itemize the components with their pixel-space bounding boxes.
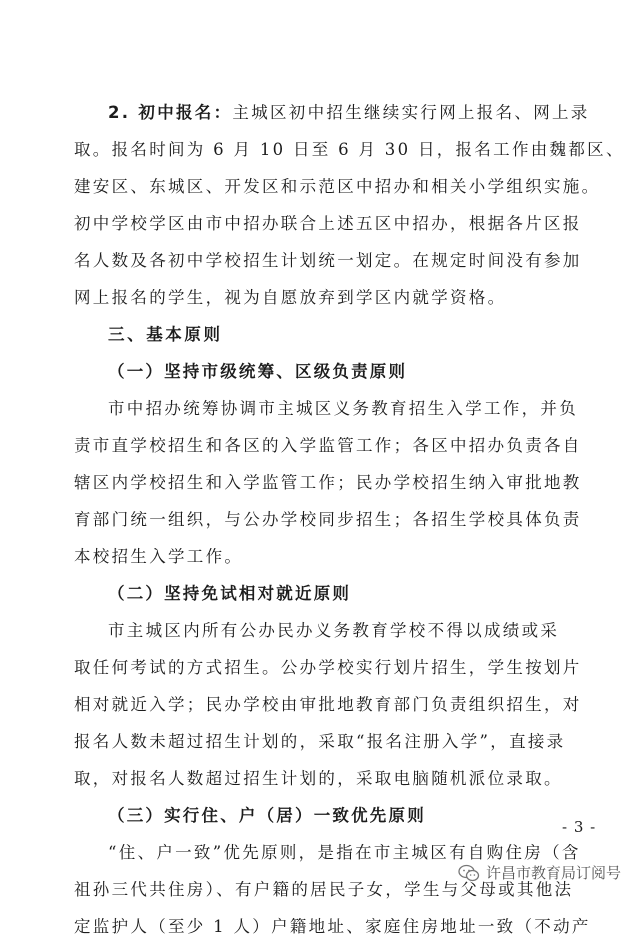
paragraph-line: 本校招生入学工作。	[74, 547, 244, 566]
section-heading: 三、基本原则	[108, 325, 223, 344]
paragraph-line: 育部门统一组织，与公办学校同步招生；各招生学校具体负责	[74, 510, 582, 529]
paragraph-line: 名人数及各初中学校招生计划统一划定。在规定时间没有参加	[74, 251, 582, 270]
paragraph-line: 祖孙三代共住房）、有户籍的居民子女，学生与父母或其他法	[74, 880, 574, 899]
paragraph-line: 网上报名的学生，视为自愿放弃到学区内就学资格。	[74, 288, 507, 307]
subsection-heading: （三）实行住、户（居）一致优先原则	[108, 806, 426, 825]
watermark-text: 许昌市教育局订阅号	[486, 864, 622, 882]
watermark	[458, 862, 621, 883]
paragraph-line: 相对就近入学；民办学校由审批地教育部门负责组织招生，对	[74, 695, 582, 714]
page-number: - 3 -	[562, 818, 597, 836]
paragraph-line: 取，对报名人数超过招生计划的，采取电脑随机派位录取。	[74, 769, 563, 788]
paragraph-line: 取任何考试的方式招生。公办学校实行划片招生，学生按划片	[74, 658, 582, 677]
paragraph-line: “住、户一致”优先原则，是指在市主城区有自购住房（含	[108, 843, 581, 862]
wechat-icon	[458, 864, 480, 882]
paragraph-line: 2. 初中报名：主城区初中招生继续实行网上报名、网上录	[108, 103, 590, 122]
paragraph-line: 辖区内学校招生和入学监管工作；民办学校招生纳入审批地教	[74, 473, 582, 492]
paragraph-line: 报名人数未超过招生计划的，采取“报名注册入学”，直接录	[74, 732, 566, 751]
paragraph-line: 市主城区内所有公办民办义务教育学校不得以成绩或采	[108, 621, 560, 640]
paragraph-line: 初中学校学区由市中招办联合上述五区中招办，根据各片区报	[74, 214, 582, 233]
paragraph-line: 责市直学校招生和各区的入学监管工作；各区中招办负责各自	[74, 436, 582, 455]
section-lead: 2. 初中报名：	[108, 103, 233, 122]
paragraph-line: 取。报名时间为 6 月 10 日至 6 月 30 日，报名工作由魏都区、	[74, 140, 625, 159]
paragraph-line: 市中招办统筹协调市主城区义务教育招生入学工作，并负	[108, 399, 578, 418]
paragraph-line: 建安区、东城区、开发区和示范区中招办和相关小学组织实施。	[74, 177, 601, 196]
subsection-heading: （二）坚持免试相对就近原则	[108, 584, 352, 603]
subsection-heading: （一）坚持市级统筹、区级负责原则	[108, 362, 408, 381]
paragraph-line: 定监护人（至少 1 人）户籍地址、家庭住房地址一致（不动产	[74, 917, 591, 936]
